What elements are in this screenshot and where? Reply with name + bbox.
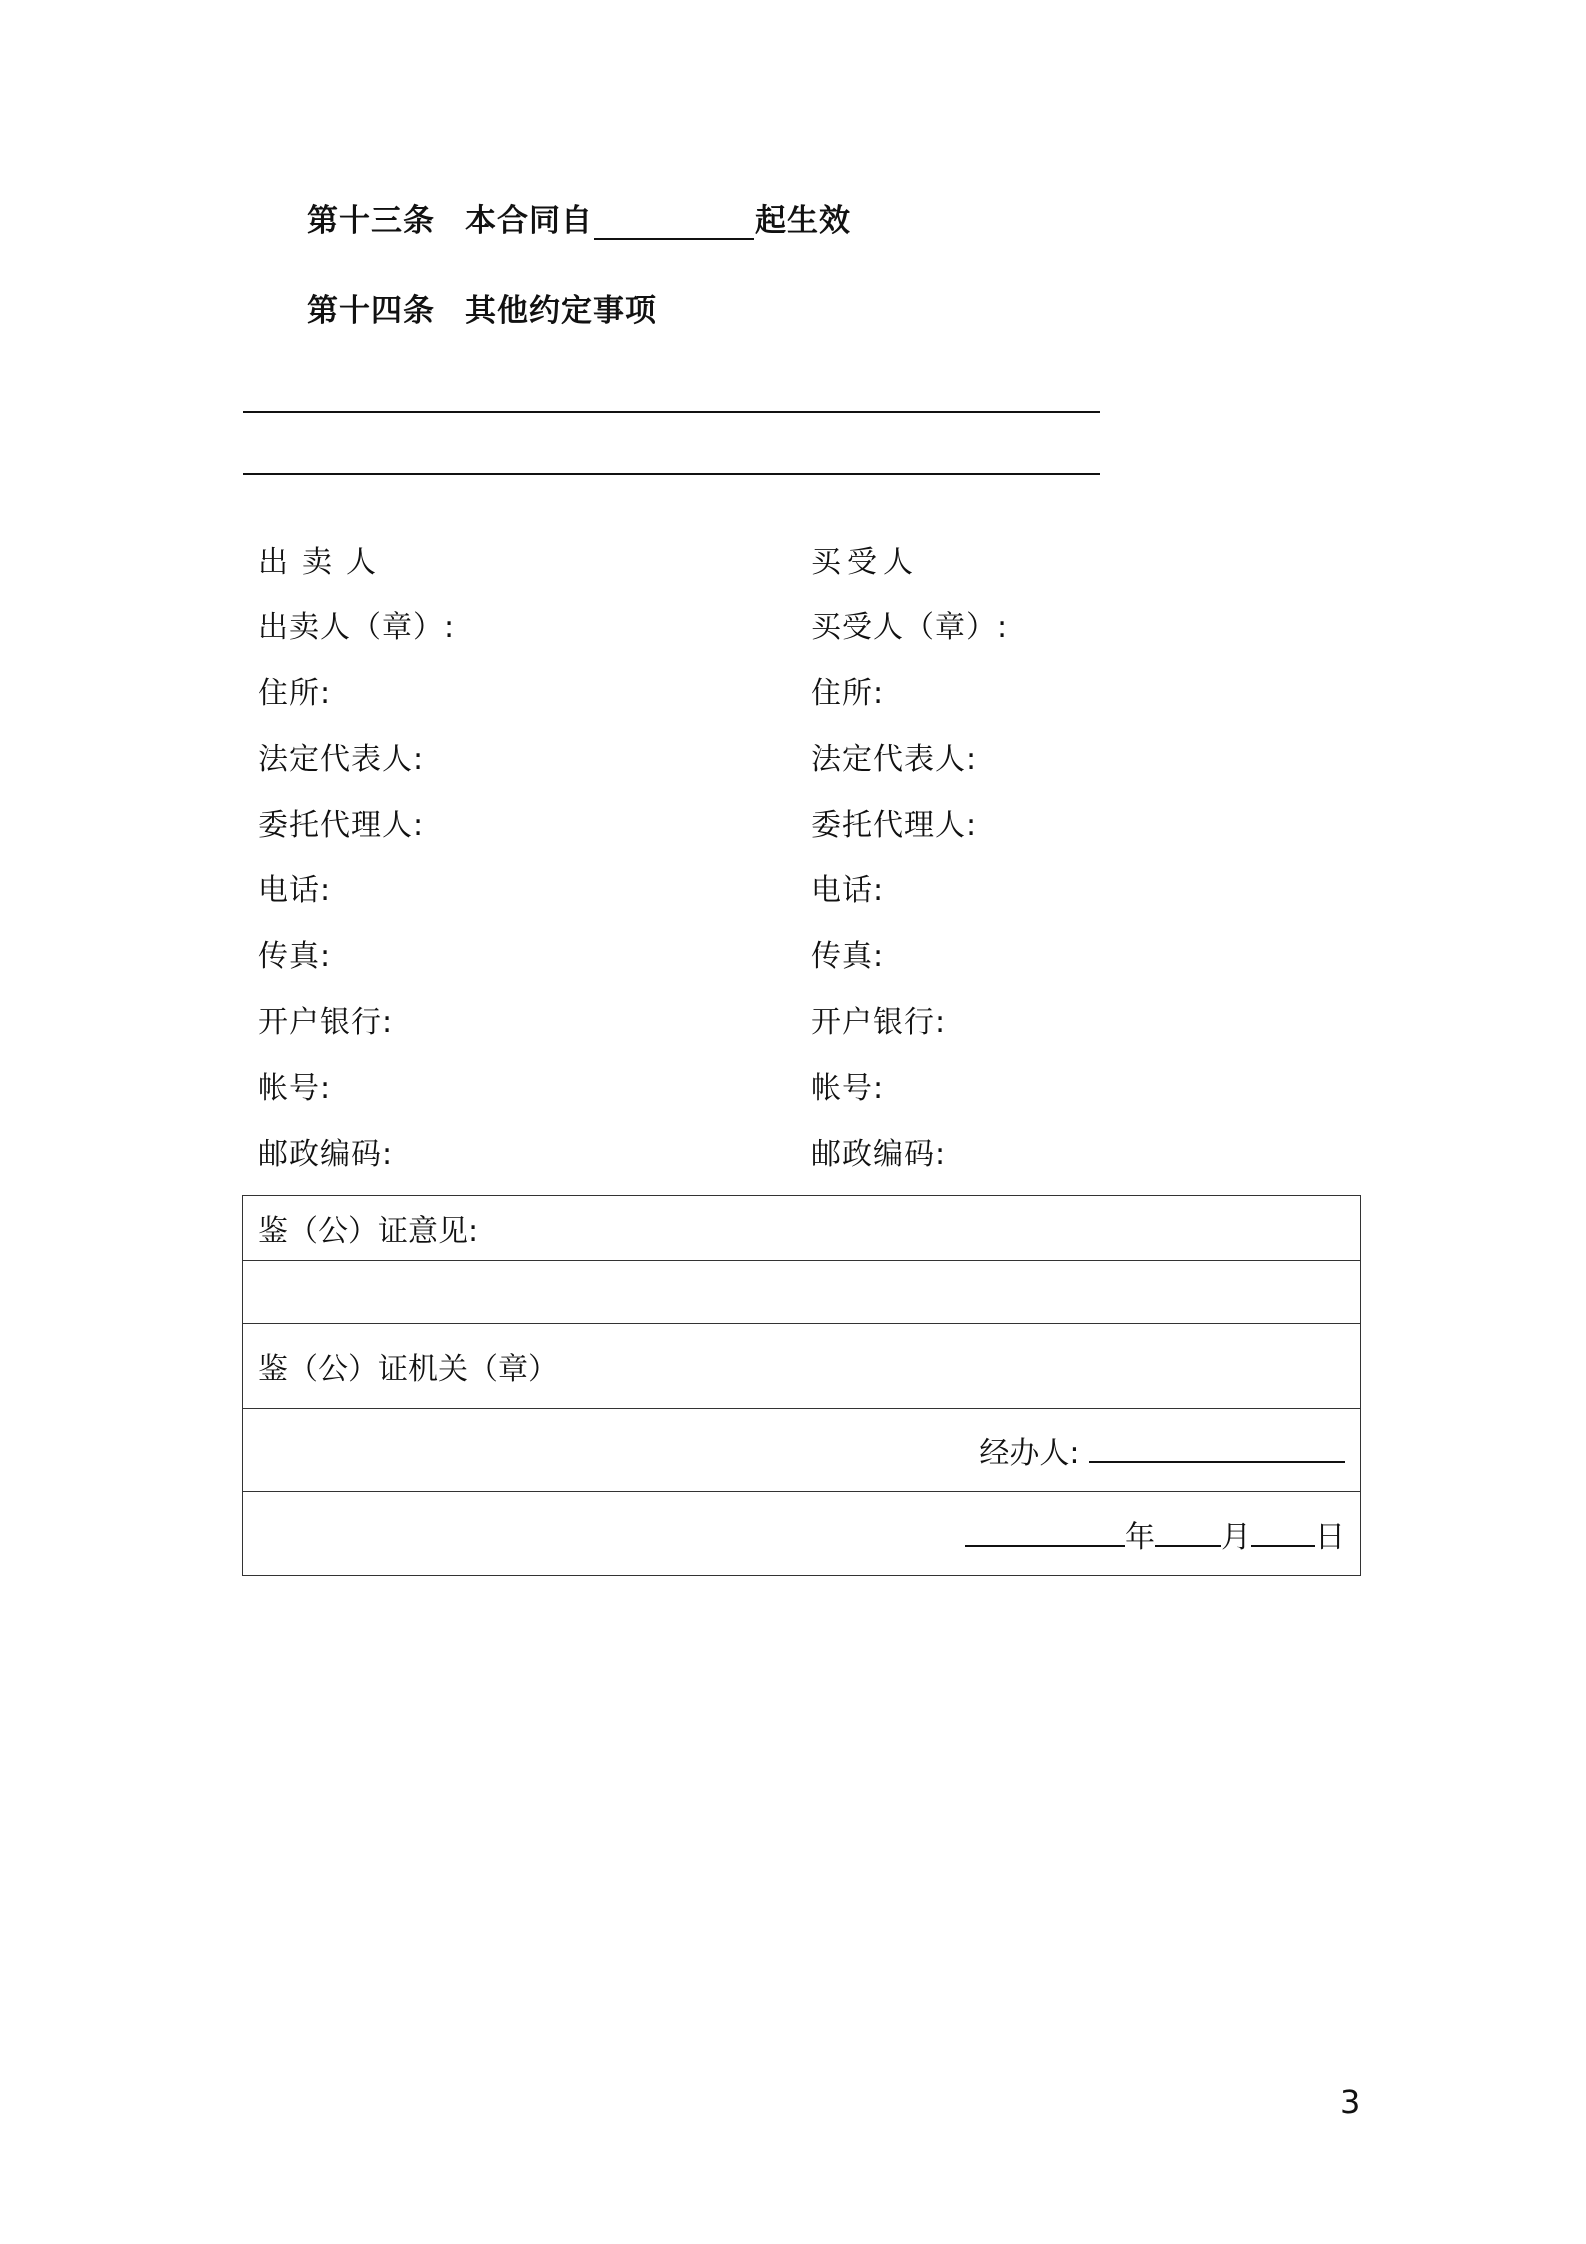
buyer-account-label: 帐号:	[811, 1071, 885, 1106]
seller-bank-label: 开户银行:	[258, 1005, 394, 1040]
handler-label: 经办人:	[979, 1436, 1080, 1471]
buyer-bank-label: 开户银行:	[811, 1005, 947, 1040]
buyer-heading-text: 买受人	[811, 545, 919, 580]
article-13	[307, 195, 851, 240]
seller-agent-label: 委托代理人:	[258, 808, 425, 843]
buyer-heading	[811, 537, 919, 581]
day-blank[interactable]	[1251, 1515, 1315, 1547]
notary-opinion-content-cell[interactable]	[243, 1261, 1361, 1324]
notary-authority-row	[243, 1324, 1361, 1409]
notary-opinion-row	[243, 1196, 1361, 1261]
seller-address-label: 住所:	[258, 676, 332, 711]
buyer-fax-label: 传真:	[811, 939, 885, 974]
year-label: 年	[1125, 1519, 1155, 1555]
article-13-prefix: 本合同自	[465, 203, 593, 239]
notary-opinion-cell	[243, 1196, 1361, 1261]
notary-opinion-label: 鉴（公）证意见:	[258, 1214, 479, 1249]
notary-authority-cell	[243, 1324, 1361, 1409]
seller-heading: 出卖人	[258, 545, 390, 580]
other-matters-line-2[interactable]	[243, 473, 1100, 475]
buyer-agent-label: 委托代理人:	[811, 808, 978, 843]
month-label: 月	[1221, 1519, 1251, 1555]
seller-account-label: 帐号:	[258, 1071, 332, 1106]
seller-phone-label: 电话:	[258, 873, 332, 908]
seller-legal-rep-label: 法定代表人:	[258, 742, 425, 777]
buyer-seal-label: 买受人（章）:	[811, 610, 1009, 645]
seller-seal-label: 出卖人（章）:	[258, 610, 456, 645]
notary-opinion-content-row	[243, 1261, 1361, 1324]
seller-fax-label: 传真:	[258, 939, 332, 974]
day-label: 日	[1315, 1519, 1345, 1555]
article-14-number: 第十四条	[307, 293, 435, 329]
year-blank[interactable]	[965, 1515, 1125, 1547]
article-13-suffix: 起生效	[755, 203, 851, 239]
page-number: 3	[1340, 2083, 1361, 2121]
notary-date-row	[243, 1492, 1361, 1576]
article-14-text: 其他约定事项	[465, 293, 657, 329]
seller-postcode-label: 邮政编码:	[258, 1137, 394, 1172]
buyer-postcode-label: 邮政编码:	[811, 1137, 947, 1172]
buyer-legal-rep-label: 法定代表人:	[811, 742, 978, 777]
effective-date-blank[interactable]	[594, 208, 754, 240]
notary-handler-row	[243, 1409, 1361, 1492]
notary-date-cell	[243, 1492, 1361, 1576]
buyer-address-label: 住所:	[811, 676, 885, 711]
notary-handler-cell	[243, 1409, 1361, 1492]
article-14	[307, 285, 657, 330]
handler-blank[interactable]	[1089, 1431, 1345, 1463]
month-blank[interactable]	[1155, 1515, 1221, 1547]
other-matters-line-1[interactable]	[243, 411, 1100, 413]
notary-table	[242, 1195, 1361, 1576]
article-13-number: 第十三条	[307, 203, 435, 239]
buyer-phone-label: 电话:	[811, 873, 885, 908]
notary-authority-label: 鉴（公）证机关（章）	[258, 1352, 558, 1387]
